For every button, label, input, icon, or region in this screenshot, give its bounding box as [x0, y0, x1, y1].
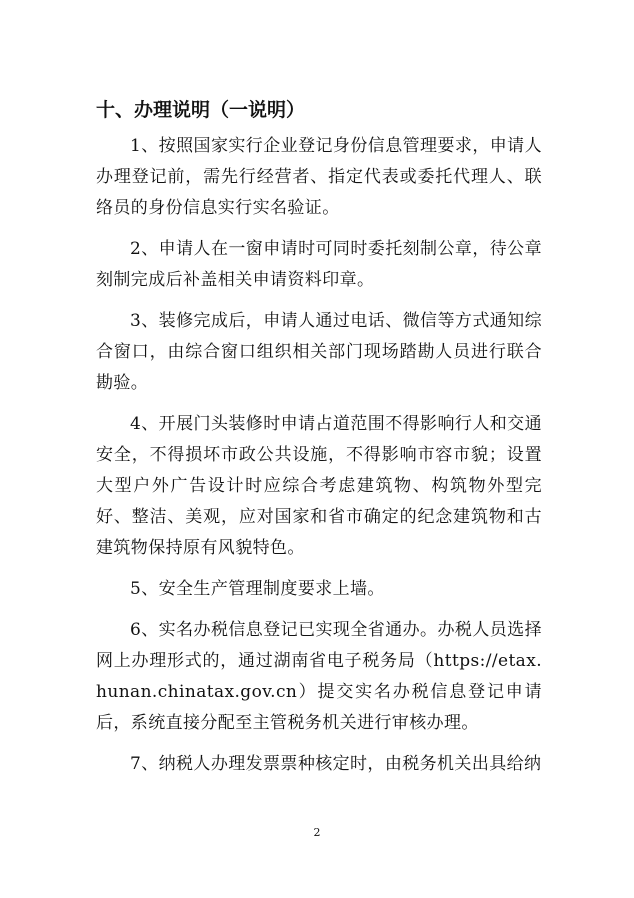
paragraph-4: 4、开展门头装修时申请占道范围不得影响行人和交通安全，不得损坏市政公共设施，不得影响市容市貌；设置大型户外广告设计时应综合考虑建筑物、构筑物外型完好、整洁、美观，应对国家和省市确定的纪念建筑物和古建筑物保持原有风貌特色。 [96, 414, 542, 558]
page-number: 2 [313, 826, 321, 839]
paragraph-6: 6、实名办税信息登记已实现全省通办。办税人员选择网上办理形式的，通过湖南省电子税务局（https://etax.hunan.chinatax.gov.cn）提交实名办税信息登记申请后，系统直接分配至主管税务机关进行审核办理。 [96, 620, 542, 733]
paragraph-3: 3、装修完成后，申请人通过电话、微信等方式通知综合窗口，由综合窗口组织相关部门现场踏勘人员进行联合勘验。 [96, 311, 542, 393]
section-heading: 十、办理说明（一说明） [96, 99, 306, 121]
paragraph-7: 7、纳税人办理发票票种核定时，由税务机关出具给纳 [130, 754, 542, 774]
paragraph-2: 2、申请人在一窗申请时可同时委托刻制公章，待公章刻制完成后补盖相关申请资料印章。 [96, 239, 542, 290]
document-body [96, 131, 542, 790]
paragraph-5: 5、安全生产管理制度要求上墙。 [130, 579, 385, 599]
paragraph-1: 1、按照国家实行企业登记身份信息管理要求，申请人办理登记前，需先行经营者、指定代表或委托代理人、联络员的身份信息实行实名验证。 [96, 136, 542, 218]
